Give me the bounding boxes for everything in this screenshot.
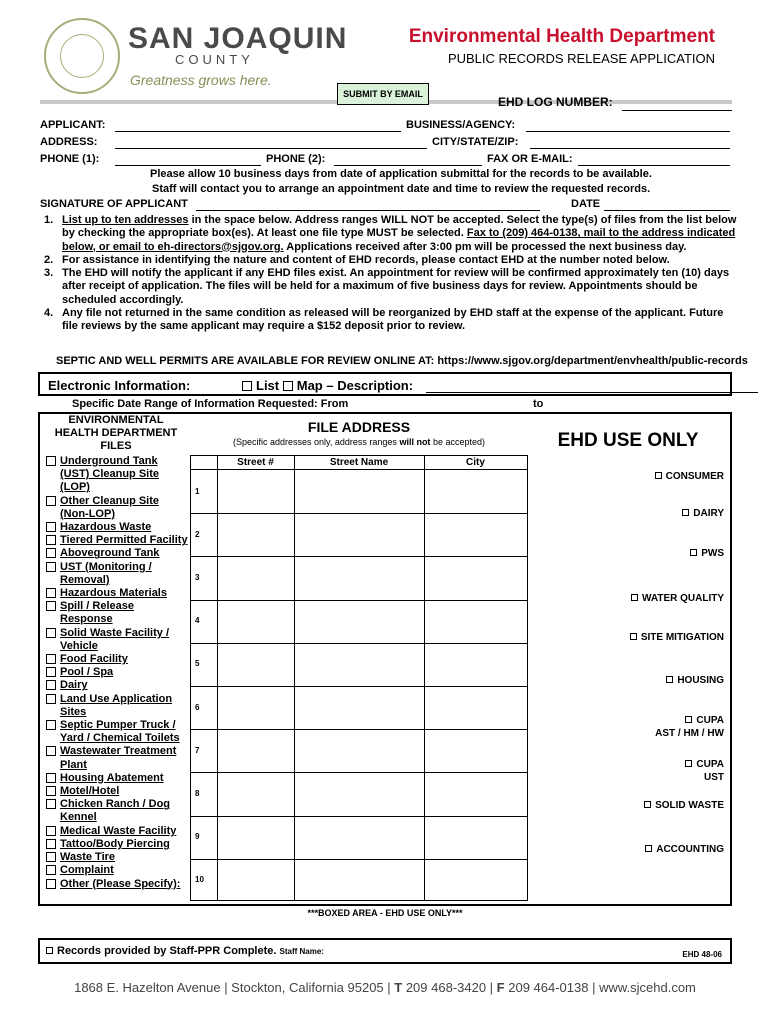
date-range-label: Specific Date Range of Information Requested: From [72, 398, 349, 410]
file-type-item-cont: Plant [60, 758, 87, 771]
file-type-item[interactable]: Other Cleanup Site [46, 495, 196, 508]
file-type-checkbox[interactable] [46, 680, 56, 690]
ehd-use-checkbox[interactable] [685, 760, 692, 767]
phone2-field[interactable] [334, 165, 482, 166]
ehd-use-checkbox[interactable] [655, 472, 662, 479]
business-label: BUSINESS/AGENCY: [406, 119, 516, 131]
file-type-item[interactable]: Hazardous Waste [46, 521, 196, 534]
files-header: ENVIRONMENTAL HEALTH DEPARTMENT FILES [54, 414, 178, 452]
county-name: SAN JOAQUIN [128, 22, 348, 55]
address-field[interactable] [115, 148, 427, 149]
file-type-item-cont: Removal) [60, 573, 110, 586]
file-type-checkbox[interactable] [46, 786, 56, 796]
address-row-number: 7 [195, 745, 200, 755]
file-type-checkbox[interactable] [46, 496, 56, 506]
instruction-4: 4. Any file not returned in the same condition as released will be reorganized by EHD staff at the expense of the applicant. Future file reviews by the same applicant may require a $152 deposit prior to review. [44, 307, 724, 333]
county-tagline: Greatness grows here. [130, 72, 272, 88]
records-complete-label: Records provided by Staff-PPR Complete. [57, 945, 277, 957]
business-field[interactable] [526, 131, 730, 132]
file-address-grid [190, 455, 528, 901]
file-type-item[interactable]: Tiered Permitted Facility [46, 534, 196, 547]
address-row-number: 6 [195, 702, 200, 712]
file-type-item-cont: (UST) Cleanup Site [60, 468, 160, 481]
instruction-2: 2. For assistance in identifying the nature and content of EHD records, please contact EHD at the number noted below. [44, 253, 670, 266]
ehd-use-item[interactable]: HOUSING [666, 674, 724, 687]
ehd-use-checkbox[interactable] [690, 549, 697, 556]
file-type-item[interactable]: Food Facility [46, 653, 196, 666]
address-row-number: 3 [195, 573, 200, 582]
address-row-number: 5 [195, 659, 200, 669]
notice-line-2: Staff will contact you to arrange an appointment date and time to review the requested records. [152, 183, 651, 195]
file-type-item[interactable]: Tattoo/Body Piercing [46, 838, 196, 851]
file-type-item[interactable]: Land Use Application [46, 693, 196, 706]
file-type-item[interactable]: Wastewater Treatment [46, 745, 196, 758]
footer-contact: 1868 E. Hazelton Avenue | Stockton, California 95205 | T 209 468-3420 | F 209 464-0138 | www.sjcehd.com [74, 980, 696, 995]
address-row-number: 10 [195, 875, 204, 885]
file-type-checkbox[interactable] [46, 839, 56, 849]
col-street-name: Street Name [329, 457, 389, 468]
file-type-checkbox[interactable] [46, 456, 56, 466]
ehd-use-item[interactable]: SOLID WASTE [644, 799, 724, 812]
fax-field[interactable] [578, 165, 730, 166]
address-label: ADDRESS: [40, 136, 98, 148]
ehd-use-item[interactable]: SITE MITIGATION [630, 631, 724, 644]
ehd-log-number-field[interactable] [622, 110, 732, 111]
ehd-use-item[interactable]: CONSUMER [655, 470, 724, 483]
ehd-use-item[interactable]: CUPA UST [685, 758, 724, 784]
file-type-checkbox[interactable] [46, 773, 56, 783]
file-type-item[interactable]: Waste Tire [46, 851, 196, 864]
ehd-use-checkbox[interactable] [666, 676, 673, 683]
date-field[interactable] [604, 210, 730, 211]
file-type-checkbox[interactable] [46, 879, 56, 889]
date-label: DATE [571, 198, 601, 210]
fax-label: FAX OR E-MAIL: [487, 153, 573, 165]
col-street-number: Street # [237, 457, 274, 468]
list-label: List [256, 378, 280, 393]
notice-line-1: Please allow 10 business days from date of application submittal for the records to be available. [150, 168, 652, 180]
file-type-item[interactable]: Housing Abatement [46, 772, 196, 785]
file-type-checkbox[interactable] [46, 548, 56, 558]
file-address-subtitle: (Specific addresses only, address ranges will not be accepted) [233, 437, 485, 447]
staff-name-label: Staff Name: [279, 947, 324, 956]
file-type-checkbox[interactable] [46, 799, 56, 809]
file-type-checkbox[interactable] [46, 865, 56, 875]
map-checkbox[interactable] [283, 381, 293, 391]
file-type-item[interactable]: Other (Please Specify): [46, 878, 196, 891]
phone1-label: PHONE (1): [40, 153, 100, 165]
file-type-item[interactable]: Aboveground Tank [46, 547, 196, 560]
ehd-use-checkbox[interactable] [645, 845, 652, 852]
instruction-1: 1. List up to ten addresses in the space below. Address ranges WILL NOT be accepted. Select the type(s) of files from the list below by checking the appropriate box(es). At least one file type MUST be selected. Fax to (209) 464-0138, mail to the address indicated below, or email to eh-directors@sjgov.org. Applications received after 3:00 pm will be processed the next business day. [44, 214, 737, 253]
file-address-title: FILE ADDRESS [307, 419, 411, 435]
form-code: EHD 48-06 [682, 950, 722, 959]
file-type-item[interactable]: Complaint [46, 864, 196, 877]
electronic-options [242, 378, 413, 393]
submit-by-email-button[interactable]: SUBMIT BY EMAIL [337, 83, 429, 105]
file-type-item[interactable]: Septic Pumper Truck / [46, 719, 196, 732]
file-type-item[interactable]: Medical Waste Facility [46, 825, 196, 838]
signature-label: SIGNATURE OF APPLICANT [40, 198, 188, 210]
county-sub: COUNTY [175, 52, 254, 67]
ehd-log-number-label: EHD LOG NUMBER: [498, 95, 613, 109]
address-row-number: 9 [195, 832, 200, 842]
form-title: PUBLIC RECORDS RELEASE APPLICATION [447, 51, 715, 66]
file-type-item[interactable]: Spill / Release [46, 600, 196, 613]
file-type-item[interactable]: Hazardous Materials [46, 587, 196, 600]
signature-field[interactable] [196, 210, 540, 211]
address-row-number: 2 [195, 529, 200, 539]
electronic-info-label: Electronic Information: [48, 378, 191, 393]
list-checkbox[interactable] [242, 381, 252, 391]
file-type-item[interactable]: Solid Waste Facility / [46, 627, 196, 640]
instructions-list [40, 214, 740, 334]
county-seal-logo [44, 18, 120, 94]
septic-well-notice: SEPTIC AND WELL PERMITS ARE AVAILABLE FOR REVIEW ONLINE AT: https://www.sjgov.org/department/envhealth/public-records [56, 355, 748, 367]
address-row-number: 1 [195, 486, 200, 496]
file-type-checkbox[interactable] [46, 654, 56, 664]
ehd-use-checkbox[interactable] [644, 801, 651, 808]
file-type-item-cont: Vehicle [60, 639, 98, 652]
file-type-item-cont: Yard / Chemical Toilets [60, 732, 180, 745]
city-field[interactable] [530, 148, 730, 149]
file-type-item[interactable]: Pool / Spa [46, 666, 196, 679]
phone1-field[interactable] [115, 165, 261, 166]
map-label: Map – Description: [296, 378, 414, 393]
file-type-checkbox[interactable] [46, 522, 56, 532]
file-type-checkbox[interactable] [46, 588, 56, 598]
boxed-area-note: ***BOXED AREA - EHD USE ONLY*** [307, 908, 463, 918]
file-type-item-cont: (LOP) [60, 481, 90, 494]
file-type-checkbox[interactable] [46, 535, 56, 545]
file-type-checkbox[interactable] [46, 694, 56, 704]
department-title: Environmental Health Department [408, 26, 715, 47]
file-type-item[interactable]: UST (Monitoring / [46, 561, 196, 574]
ehd-use-item[interactable]: PWS [690, 547, 724, 560]
file-type-item[interactable]: Dairy [46, 679, 196, 692]
file-type-checkbox[interactable] [46, 720, 56, 730]
ehd-use-checkbox[interactable] [630, 633, 637, 640]
address-row-number: 4 [195, 616, 200, 626]
ehd-use-checkbox[interactable] [631, 594, 638, 601]
file-type-checkbox[interactable] [46, 667, 56, 677]
col-city: City [466, 457, 485, 468]
ehd-use-checkbox[interactable] [682, 509, 689, 516]
phone2-label: PHONE (2): [266, 153, 326, 165]
ehd-use-item[interactable]: ACCOUNTING [645, 843, 724, 856]
instruction-3: 3. The EHD will notify the applicant if any EHD files exist. An appointment for review will be confirmed approximately ten (10) days after receipt of application. The files will be held for a maximum of five business days for review. Appointments should be scheduled accordingly. [44, 267, 730, 306]
applicant-field[interactable] [115, 131, 401, 132]
records-complete-checkbox[interactable] [46, 947, 53, 954]
city-label: CITY/STATE/ZIP: [432, 136, 519, 148]
file-type-item[interactable]: Motel/Hotel [46, 785, 196, 798]
ehd-use-title: EHD USE ONLY [557, 430, 699, 451]
records-complete-box [38, 938, 732, 964]
map-description-field[interactable] [426, 392, 758, 393]
address-row-number: 8 [195, 789, 200, 798]
ehd-use-item[interactable]: WATER QUALITY [631, 592, 724, 605]
file-type-checkbox[interactable] [46, 562, 56, 572]
applicant-label: APPLICANT: [40, 119, 106, 131]
ehd-use-checkbox[interactable] [685, 716, 692, 723]
file-type-item-cont: Response [60, 613, 113, 626]
file-type-item[interactable]: Underground Tank [46, 455, 196, 468]
file-type-checkbox[interactable] [46, 826, 56, 836]
file-type-checkbox[interactable] [46, 628, 56, 638]
file-type-item[interactable]: Chicken Ranch / Dog [46, 798, 196, 811]
file-type-item-cont: (Non-LOP) [60, 507, 115, 520]
ehd-use-item[interactable]: CUPA AST / HM / HW [655, 715, 724, 739]
file-type-checkbox[interactable] [46, 746, 56, 756]
ehd-use-item[interactable]: DAIRY [682, 507, 724, 520]
file-types-list [46, 455, 196, 891]
file-type-checkbox[interactable] [46, 601, 56, 611]
file-type-item-cont: Sites [60, 705, 87, 718]
file-type-item-cont: Kennel [60, 811, 97, 824]
electronic-info-box [38, 372, 732, 396]
date-range-to-label: to [533, 398, 544, 410]
file-type-checkbox[interactable] [46, 852, 56, 862]
